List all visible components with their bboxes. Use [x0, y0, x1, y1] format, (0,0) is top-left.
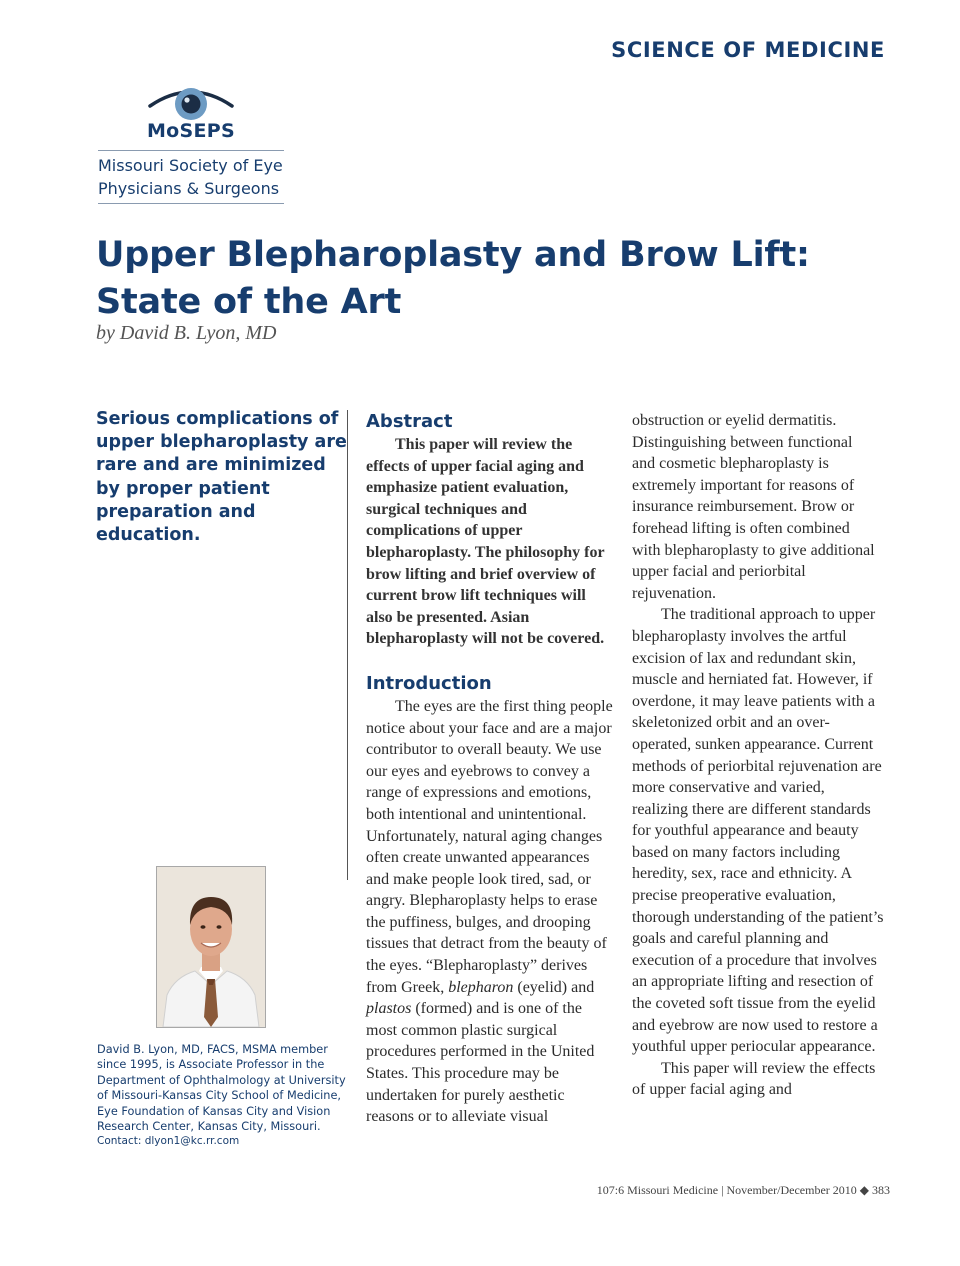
introduction-paragraph-1-part-b — [632, 410, 884, 604]
pull-quote: Serious complications of upper blepharoplasty are rare and are minimized by proper patient preparation and education. — [96, 409, 347, 546]
introduction-heading: Introduction — [366, 672, 492, 694]
article-title — [96, 232, 856, 326]
logo-name-line1: Missouri Society of Eye — [98, 156, 283, 175]
col3-line: and cosmetic blepharoplasty is — [632, 455, 829, 473]
col3-line: rejuvenation. — [632, 584, 716, 602]
introduction-paragraph-3: This paper will review the effects of upper facial aging and — [632, 1059, 876, 1099]
column-middle — [366, 410, 616, 1128]
intro-text-b: (eyelid) and — [513, 978, 595, 996]
col3-line: Distinguishing between functional — [632, 433, 853, 451]
col3-line: obstruction or eyelid dermatitis. — [632, 412, 837, 429]
author-contact: Contact: dlyon1@kc.rr.com — [97, 1135, 240, 1148]
title-line1: Upper Blepharoplasty and Brow Lift: — [96, 235, 810, 275]
byline: by David B. Lyon, MD — [96, 322, 277, 344]
eye-icon — [146, 84, 236, 122]
author-bio-text: David B. Lyon, MD, FACS, MSMA member since 1995, is Associate Professor in the Department of Ophthalmology at University of Missouri-Kansas City School of Medicine, Eye Foundation of Kansas City and Vision Research Center, Kansas City, Missouri. — [97, 1043, 346, 1134]
col3-line: insurance reimbursement. Brow or — [632, 498, 855, 516]
col3-line: forehead lifting is often combined — [632, 519, 850, 537]
introduction-paragraph-2: The traditional approach to upper blepharoplasty involves the artful excision of lax and redundant skin, muscle and herniated fat. However, if overdone, it may leave patients with a skeletonized orbit and an over-operated, sunken appearance. Current methods of periorbital rejuvenation are more conservative and varied, realizing there are different standards for youthful appearance and beauty based on many factors including heredity, sex, race and ethnicity. A precise preoperative evaluation, thorough understanding of the patient’s goals and careful planning and execution of a procedure that involves an appropriate lifting and resection of the coveted soft tissue from the eyelid and eyebrow are now used to restore a youthful upper periocular appearance. — [632, 606, 884, 1056]
abstract-heading: Abstract — [366, 411, 453, 432]
author-bio — [97, 1042, 349, 1150]
logo-acronym: MoSEPS — [146, 120, 236, 142]
logo-name-line2: Physicians & Surgeons — [98, 179, 280, 198]
author-photo — [156, 866, 266, 1028]
column-divider — [347, 410, 348, 880]
greek-term-blepharon: blepharon — [448, 978, 514, 996]
col3-line: with blepharoplasty to give additional — [632, 541, 875, 559]
greek-term-plastos: plastos — [366, 1000, 412, 1018]
page-footer: 107:6 Missouri Medicine | November/December 2010 ◆ 383 — [596, 1183, 890, 1197]
title-line2: State of the Art — [96, 282, 402, 322]
col3-line: upper facial and periorbital — [632, 563, 806, 581]
abstract-text: This paper will review the effects of upper facial aging and emphasize patient evaluation, surgical techniques and complications of upper blepharoplasty. The philosophy for brow lifting and brief overview of current brow lift techniques will also be presented. Asian blepharoplasty will not be covered. — [366, 436, 605, 648]
intro-text-c: (formed) and is one of the most common plastic surgical procedures performed in the United States. This procedure may be undertaken for purely aesthetic reasons or to alleviate visual — [366, 1000, 595, 1126]
col3-line: extremely important for reasons of — [632, 476, 855, 494]
section-label: SCIENCE OF MEDICINE — [611, 38, 885, 62]
introduction-paragraph-1-part-a — [366, 696, 616, 1128]
moseps-logo — [96, 80, 286, 204]
logo-society-name — [98, 150, 284, 204]
intro-text-a: The eyes are the first thing people notice about your face and are a major contributor to overall beauty. We use our eyes and eyebrows to convey a range of expressions and emotions, both intentional and unintentional. Unfortunately, natural aging changes often create unwanted appearances and make people look tired, sad, or angry. Blepharoplasty helps to erase the puffiness, bulges, and drooping tissues that detract from the beauty of the eyes. “Blepharoplasty” derives from Greek, — [366, 697, 613, 996]
column-right — [632, 410, 884, 1101]
